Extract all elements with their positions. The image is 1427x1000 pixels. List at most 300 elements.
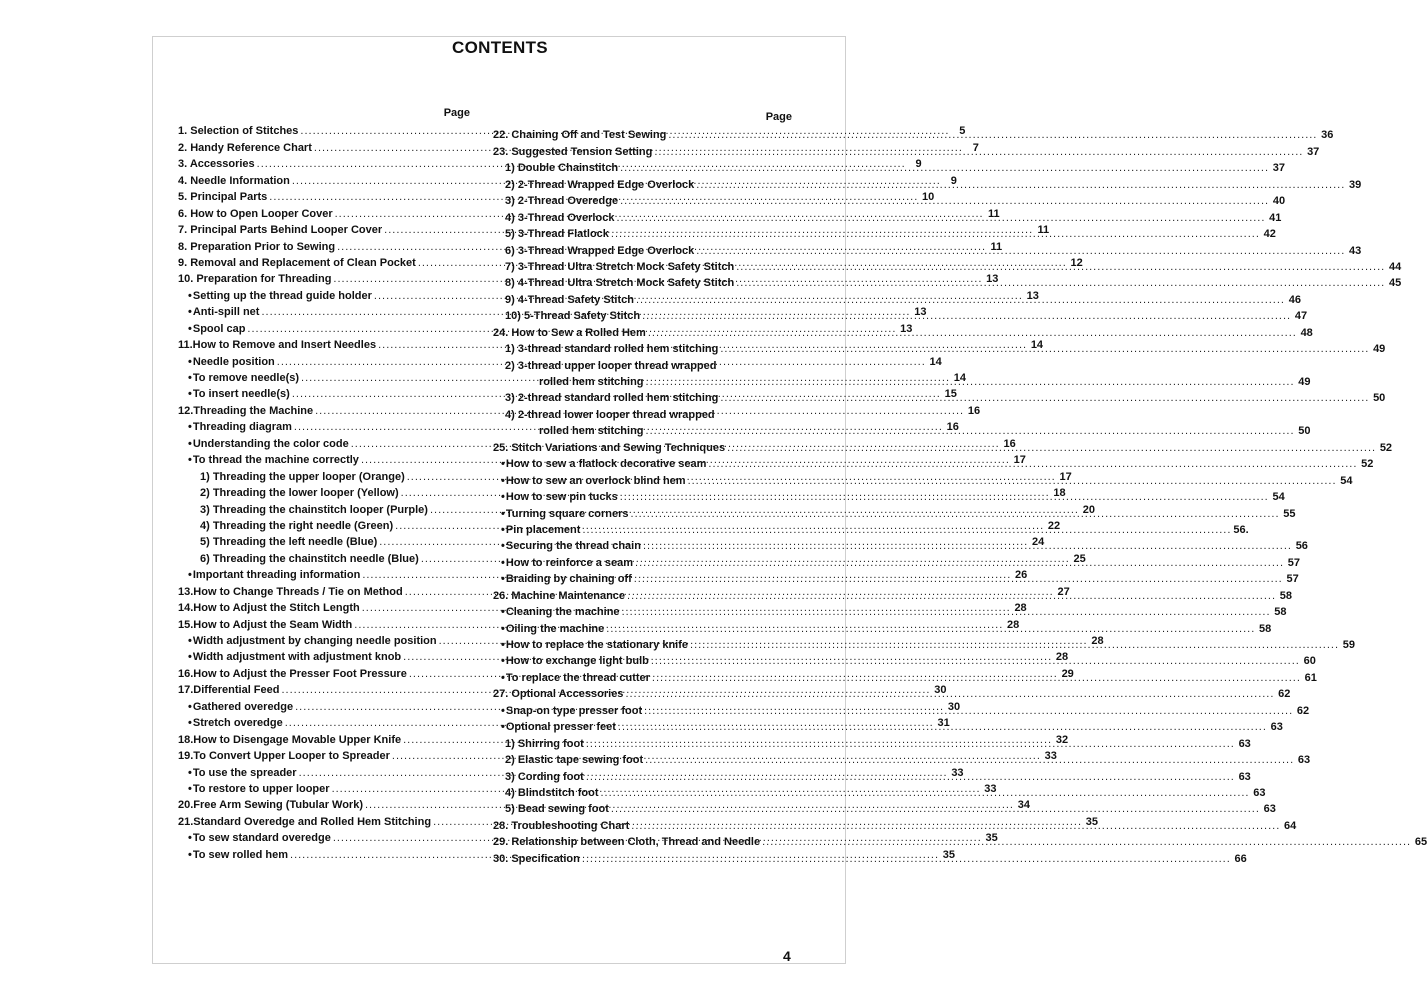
toc-entry-text: How to reinforce a seam xyxy=(505,556,634,569)
toc-entry-text: Needle position xyxy=(192,355,275,368)
bullet-icon: • xyxy=(501,491,505,504)
toc-entry-page: 44 xyxy=(1388,260,1402,273)
toc-entry-label xyxy=(493,834,760,850)
toc-entry-page: 18 xyxy=(1053,487,1066,500)
dot-leader xyxy=(586,736,1235,752)
toc-entry-text: 1) 3-thread standard rolled hem stitching xyxy=(505,343,719,356)
toc-entry-page: 50 xyxy=(1373,392,1386,405)
bullet-icon: • xyxy=(501,507,505,520)
bullet-icon: • xyxy=(501,671,505,684)
toc-entry-page: 33 xyxy=(1044,750,1057,763)
toc-entry-label xyxy=(178,189,267,205)
toc-entry-text: Turning square corners xyxy=(505,507,629,520)
bullet-icon: • xyxy=(188,289,192,302)
toc-entry-text: Snap-on type presser foot xyxy=(505,704,643,717)
toc-entry-text: 10. Preparation for Threading xyxy=(178,273,332,286)
toc-entry-page: 36 xyxy=(1321,129,1334,142)
toc-entry-text: 21.Standard Overedge and Rolled Hem Stitching xyxy=(178,815,432,828)
toc-entry-page: 58 xyxy=(1279,589,1293,602)
toc-entry-page: 11 xyxy=(1037,224,1050,237)
toc-entry-label xyxy=(178,732,401,748)
toc-entry-text: 2) Threading the lower looper (Yellow) xyxy=(200,487,399,500)
toc-entry-label xyxy=(505,752,643,768)
bullet-icon: • xyxy=(501,523,505,536)
toc-entry-text: How to exchange light bulb xyxy=(505,655,649,668)
toc-entry-text: How to replace the stationary knife xyxy=(505,639,689,651)
toc-entry-page: 64 xyxy=(1284,819,1297,832)
dot-leader xyxy=(708,456,1357,472)
toc-entry-label xyxy=(188,847,288,863)
toc-entry-text: 5) Bead sewing foot xyxy=(505,803,609,816)
bullet-icon: • xyxy=(188,322,192,335)
page-column-header: Page xyxy=(765,111,792,123)
bullet-icon: • xyxy=(501,573,505,586)
toc-entry-text: 8. Preparation Prior to Sewing xyxy=(178,240,336,253)
toc-entry-label xyxy=(178,617,352,633)
toc-entry-text: To use the spreader xyxy=(192,766,297,779)
toc-entry-label xyxy=(493,851,580,867)
toc-entry-label xyxy=(501,719,616,735)
toc-entry-label xyxy=(200,485,399,501)
dot-leader xyxy=(622,604,1271,620)
toc-entry-text: 1. Selection of Stitches xyxy=(178,125,299,138)
dot-leader xyxy=(627,588,1276,604)
toc-entry-text: To remove needle(s) xyxy=(192,372,300,384)
toc-entry-text: rolled hem stitching xyxy=(539,376,644,388)
toc-entry-text: rolled hem stitching xyxy=(539,425,644,438)
dot-leader xyxy=(727,440,1376,456)
toc-entry-label xyxy=(188,830,331,846)
dot-leader xyxy=(601,785,1250,801)
bullet-icon: • xyxy=(188,372,192,384)
toc-entry-page: 14 xyxy=(1030,339,1044,352)
toc-entry-text: Understanding the color code xyxy=(192,437,349,450)
toc-entry-page: 63 xyxy=(1238,737,1251,750)
bullet-icon: • xyxy=(188,766,192,779)
dot-leader xyxy=(762,834,1411,850)
toc-entry-text: 6) Threading the chainstitch needle (Blue) xyxy=(200,552,419,565)
dot-leader xyxy=(696,177,1345,193)
toc-entry-page: 63 xyxy=(1253,786,1266,799)
toc-entry-label xyxy=(178,173,290,189)
toc-entry-text: 1) Double Chainstitch xyxy=(505,162,619,175)
dot-leader xyxy=(644,703,1293,719)
dot-leader xyxy=(606,621,1255,637)
toc-entry-page: 45 xyxy=(1388,277,1402,290)
toc-entry-label xyxy=(505,407,715,423)
toc-entry-label xyxy=(505,308,640,324)
toc-entry-text: Setting up the thread guide holder xyxy=(192,289,372,302)
dot-leader xyxy=(616,210,1265,226)
toc-entry-text: 4) Threading the right needle (Green) xyxy=(200,519,394,532)
toc-entry xyxy=(493,406,795,422)
toc-entry-text: 17.Differential Feed xyxy=(178,684,280,697)
bullet-icon: • xyxy=(188,421,192,434)
toc-entry-text: Important threading information xyxy=(192,569,361,582)
toc-entry-text: How to sew a flatlock decorative seam xyxy=(505,458,707,471)
toc-entry-text: 14.How to Adjust the Stitch Length xyxy=(178,602,360,615)
toc-entry-page: 49 xyxy=(1298,376,1311,388)
dot-leader xyxy=(646,374,1295,390)
dot-leader xyxy=(696,243,1345,259)
toc-entry-text: To replace the thread cutter xyxy=(505,671,650,684)
toc-entry-label xyxy=(178,682,279,698)
toc-entry-text: 12.Threading the Machine xyxy=(178,404,314,417)
toc-entry-page: 33 xyxy=(984,782,997,795)
toc-entry-label xyxy=(178,123,298,139)
toc-entry-text: 23. Suggested Tension Setting xyxy=(493,145,653,158)
toc-entry-label xyxy=(505,292,634,308)
page-column-header: Page xyxy=(443,107,470,119)
dot-leader xyxy=(631,818,1280,834)
toc-entry-label xyxy=(539,423,644,439)
dot-leader xyxy=(651,653,1300,669)
toc-entry-text: 15.How to Adjust the Seam Width xyxy=(178,618,353,631)
toc-entry-text: 2) 2-Thread Wrapped Edge Overlock xyxy=(505,178,695,191)
toc-entry-label xyxy=(178,600,360,616)
bullet-icon: • xyxy=(188,437,192,450)
bullet-icon: • xyxy=(188,388,192,401)
toc-entry-label xyxy=(501,473,686,489)
toc-entry xyxy=(493,127,1334,143)
toc-entry-page: 52 xyxy=(1361,458,1374,471)
toc-entry-page: 37 xyxy=(1272,162,1286,175)
toc-entry-label xyxy=(505,390,718,406)
toc-entry-label xyxy=(505,275,734,291)
toc-entry-label xyxy=(501,538,641,554)
toc-entry-label xyxy=(178,222,382,238)
toc-entry-label xyxy=(501,506,629,522)
toc-entry-text: 4) 3-Thread Overlock xyxy=(505,211,615,224)
toc-entry-page: 32 xyxy=(1055,733,1069,746)
toc-entry-label xyxy=(200,502,428,518)
bullet-icon: • xyxy=(188,635,192,647)
toc-entry-label xyxy=(505,736,584,752)
toc-entry-label xyxy=(178,584,403,600)
toc-entry-text: Pin placement xyxy=(505,523,581,536)
toc-entry-page: 15 xyxy=(944,388,957,401)
toc-entry-text: 5) Threading the left needle (Blue) xyxy=(200,536,378,549)
dot-leader xyxy=(636,292,1285,308)
toc-entry-page: 55 xyxy=(1283,507,1296,520)
toc-entry-text: 16.How to Adjust the Presser Foot Pressure xyxy=(178,667,407,680)
toc-entry-page: 42 xyxy=(1263,228,1276,241)
dot-leader xyxy=(620,160,1269,176)
dot-leader xyxy=(582,851,1231,867)
toc-entry-label xyxy=(493,686,623,702)
toc-entry-page: 61 xyxy=(1304,671,1317,684)
toc-entry-page: 57 xyxy=(1286,573,1299,586)
toc-entry-label xyxy=(188,288,372,304)
toc-entry-text: 3) Cording foot xyxy=(505,770,584,783)
bullet-icon: • xyxy=(188,306,192,319)
toc-entry-label xyxy=(200,518,393,534)
toc-entry-page: 13 xyxy=(914,306,927,319)
toc-entry-text: 26. Machine Maintenance xyxy=(493,589,626,602)
toc-entry-page: 33 xyxy=(951,766,964,779)
toc-entry-page: 54 xyxy=(1272,491,1285,504)
toc-entry-page: 28 xyxy=(1091,635,1104,647)
toc-entry-page: 35 xyxy=(1085,815,1099,828)
dot-leader xyxy=(631,506,1280,522)
toc-entry-text: To sew rolled hem xyxy=(192,848,289,861)
toc-entry-page: 63 xyxy=(1263,803,1276,816)
toc-entry-label xyxy=(188,765,297,781)
toc-entry-page: 28 xyxy=(1014,602,1027,615)
toc-entry-label xyxy=(501,703,642,719)
toc-entry-page: 20 xyxy=(1082,503,1095,516)
toc-entry-label xyxy=(505,226,609,242)
toc-entry-label xyxy=(200,551,419,567)
bullet-icon: • xyxy=(501,655,505,668)
dot-leader xyxy=(611,801,1260,817)
toc-entry-page: 54 xyxy=(1340,474,1353,487)
toc-entry-page: 7 xyxy=(972,141,979,154)
toc-entry-page: 63 xyxy=(1297,754,1311,767)
toc-entry-page: 58 xyxy=(1274,606,1287,619)
bullet-icon: • xyxy=(501,540,505,553)
toc-entry-label xyxy=(501,621,604,637)
toc-entry-text: 3) Threading the chainstitch looper (Purple) xyxy=(200,503,428,516)
toc-entry-label xyxy=(493,818,629,834)
bullet-icon: • xyxy=(501,622,505,635)
toc-entry-label xyxy=(493,588,625,604)
toc-entry-text: 29. Relationship between Cloth, Thread and Needle xyxy=(493,836,761,849)
toc-entry-label xyxy=(188,436,349,452)
dot-leader xyxy=(668,127,1317,143)
toc-entry xyxy=(493,143,1320,159)
toc-entry-page: 52 xyxy=(1379,441,1393,454)
toc-entry-label xyxy=(178,239,335,255)
toc-entry-text: Securing the thread chain xyxy=(505,540,641,553)
toc-entry-text: 25. Stitch Variations and Sewing Techniques xyxy=(493,441,726,454)
toc-entry-label xyxy=(178,206,333,222)
bullet-icon: • xyxy=(501,474,505,487)
toc-entry-page: 12 xyxy=(1070,256,1083,269)
toc-entry-label xyxy=(188,781,330,797)
page-number: 4 xyxy=(783,948,791,964)
toc-entry-page: 13 xyxy=(900,322,913,335)
dot-leader xyxy=(646,423,1295,439)
toc-entry-page: 26 xyxy=(1015,569,1028,582)
toc-entry-label xyxy=(501,456,706,472)
toc-entry-page: 14 xyxy=(929,355,942,368)
dot-leader xyxy=(634,571,1283,587)
dot-leader xyxy=(736,275,1385,291)
toc-entry-text: 20.Free Arm Sewing (Tubular Work) xyxy=(178,799,363,812)
toc-entry-page: 59 xyxy=(1342,639,1355,651)
toc-entry-page: 13 xyxy=(1026,289,1039,302)
toc-entry-page: 56 xyxy=(1295,540,1308,553)
toc-entry xyxy=(493,357,795,373)
toc-entry-text: Cleaning the machine xyxy=(505,606,620,619)
dot-leader xyxy=(720,341,1369,357)
toc-entry-page: 46 xyxy=(1288,293,1301,306)
toc-entry-text: 18.How to Disengage Movable Upper Knife xyxy=(178,733,402,746)
toc-entry-page: 9 xyxy=(950,174,957,187)
toc-entry-page: 5 xyxy=(959,125,966,138)
toc-entry-page: 56. xyxy=(1233,523,1249,536)
toc-entry-page: 13 xyxy=(986,273,999,286)
toc-entry-text: 4) Blindstitch foot xyxy=(505,786,599,799)
toc-entry-page: 29 xyxy=(1061,667,1074,680)
toc-entry-text: 3) 2-Thread Overedge xyxy=(505,195,619,208)
bullet-icon: • xyxy=(188,651,192,664)
toc-entry-label xyxy=(505,243,694,259)
toc-entry-label xyxy=(501,604,620,620)
toc-entry-text: 2) Elastic tape sewing foot xyxy=(505,754,644,767)
toc-entry-page: 30 xyxy=(934,684,947,697)
toc-entry-text: 22. Chaining Off and Test Sewing xyxy=(493,129,667,142)
toc-entry-page: 31 xyxy=(937,717,950,730)
bullet-icon: • xyxy=(188,700,192,713)
toc-entry-label xyxy=(505,785,599,801)
bullet-icon: • xyxy=(188,832,192,845)
toc-entry-label xyxy=(178,337,376,353)
toc-entry-text: 28. Troubleshooting Chart xyxy=(493,819,630,832)
toc-entry-label xyxy=(178,797,363,813)
toc-entry-page: 27 xyxy=(1057,585,1070,598)
toc-entry-text: 2. Handy Reference Chart xyxy=(178,141,312,154)
dot-leader xyxy=(642,308,1291,324)
toc-entry-page: 63 xyxy=(1238,770,1251,783)
toc-entry-label xyxy=(188,633,437,649)
toc-entry-label xyxy=(188,715,283,731)
toc-entry-text: 13.How to Change Threads / Tie on Method xyxy=(178,585,403,598)
toc-entry-page: 48 xyxy=(1300,326,1313,339)
toc-entry-text: 4. Needle Information xyxy=(178,174,290,187)
toc-entry-label xyxy=(178,271,331,287)
toc-entry-page: 22 xyxy=(1047,519,1061,532)
toc-entry-label xyxy=(188,452,359,468)
toc-entry-label xyxy=(501,571,632,587)
toc-entry-label xyxy=(178,255,416,271)
bullet-icon: • xyxy=(501,606,505,619)
toc-entry-text: Threading diagram xyxy=(192,421,292,434)
toc-entry-text: 2) 3-thread upper looper thread wrapped xyxy=(505,359,717,372)
toc-entry-page: 62 xyxy=(1278,688,1291,701)
toc-entry-text: Width adjustment with adjustment knob xyxy=(192,651,402,664)
toc-entry-text: 24. How to Sew a Rolled Hem xyxy=(493,326,646,339)
toc-entry-page: 65 xyxy=(1414,836,1427,849)
toc-entry-text: Spool cap xyxy=(192,322,246,335)
toc-entry-text: Anti-spill net xyxy=(192,306,260,319)
toc-entry-page: 43 xyxy=(1349,244,1362,257)
toc-entry-label xyxy=(501,489,618,505)
toc-entry-page: 41 xyxy=(1269,211,1282,224)
dot-leader xyxy=(625,686,1274,702)
dot-leader xyxy=(643,538,1292,554)
toc-entry-page: 34 xyxy=(1017,799,1030,812)
toc-entry-text: 6) 3-Thread Wrapped Edge Overlock xyxy=(505,244,695,257)
bullet-icon: • xyxy=(188,717,192,730)
bullet-icon: • xyxy=(501,458,505,471)
toc-entry-text: Oiling the machine xyxy=(505,622,605,635)
toc-entry-page: 50 xyxy=(1298,425,1311,438)
toc-entry-text: 8) 4-Thread Ultra Stretch Mock Safety Stitch xyxy=(505,277,735,290)
bullet-icon: • xyxy=(188,454,192,467)
toc-entry-label xyxy=(505,769,584,785)
toc-entry-page: 28 xyxy=(1055,651,1069,664)
dot-leader xyxy=(618,719,1267,735)
toc-entry-page: 60 xyxy=(1303,655,1316,668)
toc-entry-label xyxy=(200,534,377,550)
toc-entry-label xyxy=(493,144,652,160)
toc-entry-label xyxy=(178,814,431,830)
bullet-icon: • xyxy=(501,704,505,717)
toc-entry-label xyxy=(505,210,614,226)
toc-entry-text: To insert needle(s) xyxy=(192,388,290,401)
toc-entry-text: Gathered overedge xyxy=(192,700,294,713)
toc-entry-text: 7. Principal Parts Behind Looper Cover xyxy=(178,224,383,237)
toc-entry-page: 14 xyxy=(953,372,967,384)
toc-entry-page: 37 xyxy=(1307,145,1320,158)
toc-entry-text: 6. How to Open Looper Cover xyxy=(178,207,333,220)
toc-entry-page: 30 xyxy=(947,700,961,713)
toc-entry-label xyxy=(188,567,360,583)
toc-entry-text: 1) Shirring foot xyxy=(505,737,584,750)
toc-entry-page: 49 xyxy=(1373,343,1386,356)
toc-entry-page: 17 xyxy=(1013,454,1026,467)
toc-entry-label xyxy=(188,321,245,337)
toc-entry-label xyxy=(188,649,401,665)
toc-entry-page: 16 xyxy=(1003,437,1016,450)
toc-entry-label xyxy=(505,160,618,176)
toc-entry-page: 35 xyxy=(942,848,955,861)
toc-entry-page: 66 xyxy=(1234,852,1247,865)
toc-entry-text: How to sew pin tucks xyxy=(505,491,618,504)
dot-leader xyxy=(652,670,1301,686)
toc-entry-label xyxy=(178,748,390,764)
dot-leader xyxy=(586,769,1235,785)
toc-entry-label xyxy=(501,522,580,538)
toc-entry-label xyxy=(505,193,618,209)
toc-entry-text: How to sew an overlock blind hem xyxy=(505,474,686,487)
toc-entry-label xyxy=(178,403,313,419)
toc-entry-text: To thread the machine correctly xyxy=(192,454,359,467)
toc-entry-page: 40 xyxy=(1272,195,1286,208)
toc-entry-label xyxy=(188,386,290,402)
toc-entry-page: 25 xyxy=(1073,552,1086,565)
toc-entry-label xyxy=(178,156,255,172)
dot-leader xyxy=(620,489,1269,505)
toc-entry-label xyxy=(501,670,650,686)
toc-entry-text: 10) 5-Thread Safety Stitch xyxy=(505,310,641,323)
toc-entry-label xyxy=(539,374,644,390)
toc-entry-label xyxy=(188,419,292,435)
toc-entry-text: To restore to upper looper xyxy=(192,782,330,795)
toc-entry xyxy=(493,160,1286,176)
dot-leader xyxy=(611,226,1260,242)
toc-entry-label xyxy=(178,666,407,682)
toc-entry-text: 4) 2-thread lower looper thread wrapped xyxy=(505,408,715,421)
toc-entry xyxy=(493,176,1362,192)
bullet-icon: • xyxy=(188,848,192,861)
toc-entry-page: 58 xyxy=(1259,622,1272,635)
dot-leader xyxy=(635,555,1284,571)
toc-entry-label xyxy=(200,469,405,485)
toc-entry-page: 11 xyxy=(987,207,1000,220)
dot-leader xyxy=(736,259,1385,275)
toc-entry-text: Braiding by chaining off xyxy=(505,573,632,586)
toc-entry-label xyxy=(501,637,688,653)
bullet-icon: • xyxy=(501,639,505,651)
toc-entry-label xyxy=(188,699,293,715)
toc-entry-text: 9) 4-Thread Safety Stitch xyxy=(505,293,634,306)
dot-leader xyxy=(648,325,1297,341)
toc-entry-page: 24 xyxy=(1031,536,1045,549)
toc-entry-page: 17 xyxy=(1059,470,1072,483)
